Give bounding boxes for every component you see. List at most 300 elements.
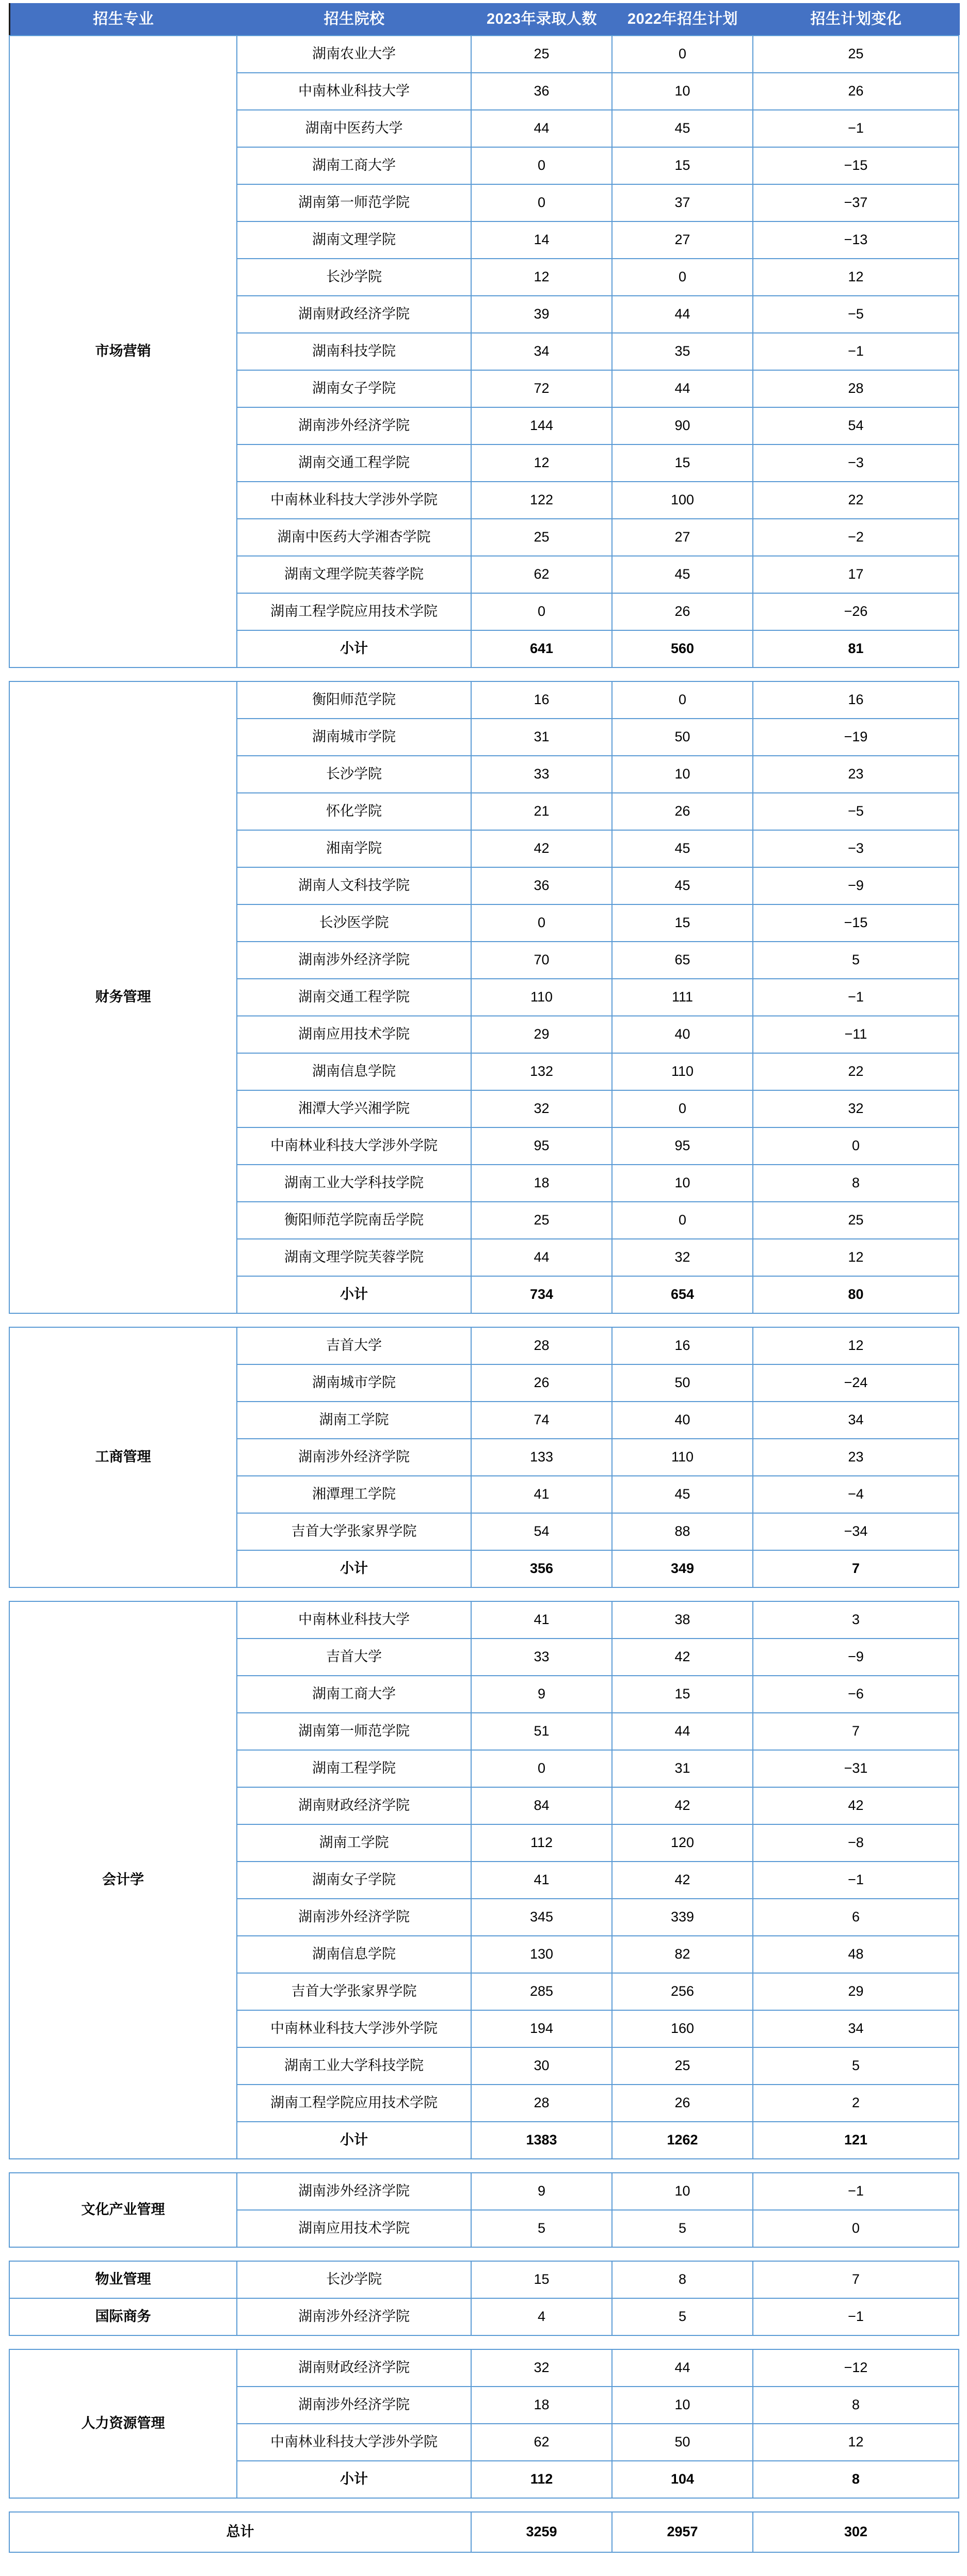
value-2022-cell: 44 xyxy=(612,1713,753,1750)
value-delta-cell: 34 xyxy=(753,2010,959,2047)
value-delta-cell: 54 xyxy=(753,407,959,444)
block-spacer xyxy=(9,2159,958,2172)
value-2023-cell: 21 xyxy=(471,793,612,830)
school-name-cell: 长沙学院 xyxy=(237,259,471,296)
value-delta-cell: 5 xyxy=(753,2047,959,2085)
value-delta-cell: 17 xyxy=(753,556,959,593)
value-2022-cell: 35 xyxy=(612,333,753,370)
school-name-cell: 长沙医学院 xyxy=(237,904,471,942)
school-name-cell: 湖南涉外经济学院 xyxy=(237,942,471,979)
value-delta-cell: 12 xyxy=(753,2424,959,2461)
school-name-cell: 湖南财政经济学院 xyxy=(237,296,471,333)
value-2023-cell: 29 xyxy=(471,1016,612,1053)
table-row xyxy=(9,2298,959,2335)
value-2022-cell: 10 xyxy=(612,2387,753,2424)
value-2023-cell: 14 xyxy=(471,221,612,259)
school-name-cell: 湖南应用技术学院 xyxy=(237,2210,471,2247)
subtotal-label: 小计 xyxy=(237,1276,471,1313)
header-row xyxy=(10,4,959,35)
block-spacer xyxy=(9,2499,958,2511)
value-2023-cell: 12 xyxy=(471,444,612,482)
value-2023-cell: 70 xyxy=(471,942,612,979)
value-2022-cell: 160 xyxy=(612,2010,753,2047)
value-2022-cell: 15 xyxy=(612,147,753,184)
value-delta-cell: 32 xyxy=(753,1090,959,1127)
block-spacer xyxy=(9,2336,958,2349)
value-2022-cell: 82 xyxy=(612,1936,753,1973)
column-header-delta[interactable]: 招生计划变化 xyxy=(753,4,959,35)
value-delta-cell: 2 xyxy=(753,2085,959,2122)
value-2023-cell: 42 xyxy=(471,830,612,867)
school-name-cell: 湖南工学院 xyxy=(237,1402,471,1439)
value-2023-cell: 194 xyxy=(471,2010,612,2047)
subtotal-2023: 1383 xyxy=(471,2122,612,2159)
value-delta-cell: −1 xyxy=(753,1862,959,1899)
school-name-cell: 湖南文理学院芙蓉学院 xyxy=(237,556,471,593)
school-name-cell: 湖南女子学院 xyxy=(237,1862,471,1899)
value-2022-cell: 27 xyxy=(612,221,753,259)
school-name-cell: 中南林业科技大学涉外学院 xyxy=(237,2424,471,2461)
value-delta-cell: 22 xyxy=(753,1053,959,1090)
subtotal-2023: 734 xyxy=(471,1276,612,1313)
value-delta-cell: 42 xyxy=(753,1787,959,1824)
school-name-cell: 湖南第一师范学院 xyxy=(237,184,471,221)
table-row xyxy=(9,2349,959,2387)
value-2022-cell: 0 xyxy=(612,1090,753,1127)
value-delta-cell: −1 xyxy=(753,333,959,370)
subtotal-delta: 80 xyxy=(753,1276,959,1313)
value-delta-cell: −5 xyxy=(753,793,959,830)
school-name-cell: 中南林业科技大学涉外学院 xyxy=(237,1127,471,1165)
grand-total-label: 总计 xyxy=(9,2512,471,2552)
school-name-cell: 湖南涉外经济学院 xyxy=(237,2173,471,2210)
value-2023-cell: 44 xyxy=(471,1239,612,1276)
value-2023-cell: 62 xyxy=(471,2424,612,2461)
value-2023-cell: 26 xyxy=(471,1364,612,1402)
grand-total-row xyxy=(9,2512,959,2552)
school-name-cell: 湖南信息学院 xyxy=(237,1936,471,1973)
value-2022-cell: 15 xyxy=(612,904,753,942)
value-delta-cell: −11 xyxy=(753,1016,959,1053)
school-name-cell: 湖南工学院 xyxy=(237,1824,471,1862)
school-name-cell: 湘南学院 xyxy=(237,830,471,867)
block-spacer xyxy=(9,1588,958,1601)
value-2022-cell: 45 xyxy=(612,1476,753,1513)
subtotal-2022: 104 xyxy=(612,2461,753,2498)
value-2023-cell: 0 xyxy=(471,147,612,184)
value-2022-cell: 10 xyxy=(612,1165,753,1202)
value-2022-cell: 111 xyxy=(612,979,753,1016)
value-2022-cell: 0 xyxy=(612,1202,753,1239)
value-2023-cell: 39 xyxy=(471,296,612,333)
value-delta-cell: 6 xyxy=(753,1899,959,1936)
value-delta-cell: −15 xyxy=(753,147,959,184)
value-2022-cell: 32 xyxy=(612,1239,753,1276)
value-2022-cell: 42 xyxy=(612,1639,753,1676)
value-2022-cell: 339 xyxy=(612,1899,753,1936)
value-2022-cell: 110 xyxy=(612,1053,753,1090)
value-2023-cell: 122 xyxy=(471,482,612,519)
school-name-cell: 湖南工程学院 xyxy=(237,1750,471,1787)
value-2023-cell: 9 xyxy=(471,1676,612,1713)
value-2022-cell: 45 xyxy=(612,556,753,593)
value-2023-cell: 28 xyxy=(471,2085,612,2122)
value-delta-cell: 48 xyxy=(753,1936,959,1973)
value-delta-cell: −12 xyxy=(753,2349,959,2387)
school-name-cell: 长沙学院 xyxy=(237,2261,471,2298)
value-delta-cell: −8 xyxy=(753,1824,959,1862)
value-2023-cell: 15 xyxy=(471,2261,612,2298)
value-2023-cell: 18 xyxy=(471,2387,612,2424)
value-2022-cell: 45 xyxy=(612,867,753,904)
subtotal-2022: 560 xyxy=(612,630,753,667)
value-2023-cell: 30 xyxy=(471,2047,612,2085)
major-name-cell: 市场营销 xyxy=(9,36,237,667)
school-name-cell: 湖南涉外经济学院 xyxy=(237,407,471,444)
value-2023-cell: 18 xyxy=(471,1165,612,1202)
value-2022-cell: 50 xyxy=(612,2424,753,2461)
school-name-cell: 吉首大学 xyxy=(237,1639,471,1676)
value-2022-cell: 0 xyxy=(612,259,753,296)
subtotal-label: 小计 xyxy=(237,2461,471,2498)
value-2022-cell: 44 xyxy=(612,2349,753,2387)
table-row xyxy=(9,1601,959,1639)
value-2023-cell: 36 xyxy=(471,73,612,110)
school-name-cell: 湖南财政经济学院 xyxy=(237,2349,471,2387)
value-2023-cell: 62 xyxy=(471,556,612,593)
school-name-cell: 湖南涉外经济学院 xyxy=(237,1899,471,1936)
value-2023-cell: 9 xyxy=(471,2173,612,2210)
value-2023-cell: 4 xyxy=(471,2298,612,2335)
value-2023-cell: 95 xyxy=(471,1127,612,1165)
school-name-cell: 湖南交通工程学院 xyxy=(237,444,471,482)
subtotal-delta: 81 xyxy=(753,630,959,667)
value-2022-cell: 37 xyxy=(612,184,753,221)
school-name-cell: 中南林业科技大学涉外学院 xyxy=(237,2010,471,2047)
block-spacer xyxy=(9,1314,958,1327)
value-delta-cell: 8 xyxy=(753,1165,959,1202)
grand-total-2022: 2957 xyxy=(612,2512,753,2552)
value-2022-cell: 110 xyxy=(612,1439,753,1476)
value-2023-cell: 32 xyxy=(471,1090,612,1127)
table-row xyxy=(9,2261,959,2298)
table-row xyxy=(9,2173,959,2210)
value-2023-cell: 54 xyxy=(471,1513,612,1550)
value-delta-cell: 12 xyxy=(753,1239,959,1276)
value-2023-cell: 32 xyxy=(471,2349,612,2387)
table-row xyxy=(9,681,959,719)
school-name-cell: 湖南城市学院 xyxy=(237,719,471,756)
value-2023-cell: 51 xyxy=(471,1713,612,1750)
major-name-cell: 财务管理 xyxy=(9,681,237,1313)
school-name-cell: 湖南工业大学科技学院 xyxy=(237,1165,471,1202)
value-2023-cell: 74 xyxy=(471,1402,612,1439)
value-2023-cell: 34 xyxy=(471,333,612,370)
value-2023-cell: 16 xyxy=(471,681,612,719)
value-2023-cell: 44 xyxy=(471,110,612,147)
value-2023-cell: 36 xyxy=(471,867,612,904)
value-2022-cell: 16 xyxy=(612,1327,753,1364)
major-name-cell: 文化产业管理 xyxy=(9,2173,237,2247)
school-name-cell: 湖南农业大学 xyxy=(237,36,471,73)
value-2023-cell: 72 xyxy=(471,370,612,407)
column-header-major[interactable]: 招生专业 xyxy=(10,4,237,35)
table-body-blocks xyxy=(9,35,958,2499)
value-delta-cell: −1 xyxy=(753,2298,959,2335)
value-delta-cell: −3 xyxy=(753,444,959,482)
school-name-cell: 湖南文理学院芙蓉学院 xyxy=(237,1239,471,1276)
value-delta-cell: 0 xyxy=(753,2210,959,2247)
value-2023-cell: 0 xyxy=(471,904,612,942)
value-2022-cell: 5 xyxy=(612,2210,753,2247)
value-2023-cell: 130 xyxy=(471,1936,612,1973)
value-delta-cell: 25 xyxy=(753,1202,959,1239)
subtotal-2022: 349 xyxy=(612,1550,753,1587)
school-name-cell: 湖南工程学院应用技术学院 xyxy=(237,2085,471,2122)
school-name-cell: 湖南工商大学 xyxy=(237,147,471,184)
school-name-cell: 中南林业科技大学 xyxy=(237,73,471,110)
school-name-cell: 湖南女子学院 xyxy=(237,370,471,407)
value-2023-cell: 25 xyxy=(471,519,612,556)
value-2022-cell: 50 xyxy=(612,1364,753,1402)
subtotal-2023: 356 xyxy=(471,1550,612,1587)
major-block xyxy=(9,2261,959,2336)
value-2022-cell: 256 xyxy=(612,1973,753,2010)
value-2022-cell: 26 xyxy=(612,593,753,630)
value-2022-cell: 27 xyxy=(612,519,753,556)
major-name-cell: 物业管理 xyxy=(9,2261,237,2298)
value-delta-cell: 23 xyxy=(753,1439,959,1476)
value-2022-cell: 45 xyxy=(612,110,753,147)
school-name-cell: 湖南人文科技学院 xyxy=(237,867,471,904)
value-2022-cell: 40 xyxy=(612,1016,753,1053)
major-name-cell: 人力资源管理 xyxy=(9,2349,237,2498)
grand-total-table xyxy=(9,2511,959,2553)
value-2022-cell: 10 xyxy=(612,756,753,793)
value-2023-cell: 345 xyxy=(471,1899,612,1936)
column-header-2023[interactable]: 2023年录取人数 xyxy=(472,4,613,35)
value-delta-cell: −6 xyxy=(753,1676,959,1713)
block-spacer xyxy=(9,668,958,681)
value-2022-cell: 88 xyxy=(612,1513,753,1550)
school-name-cell: 湖南财政经济学院 xyxy=(237,1787,471,1824)
subtotal-2023: 641 xyxy=(471,630,612,667)
value-2023-cell: 0 xyxy=(471,184,612,221)
school-name-cell: 湖南涉外经济学院 xyxy=(237,2298,471,2335)
value-delta-cell: 23 xyxy=(753,756,959,793)
value-2022-cell: 0 xyxy=(612,681,753,719)
value-2022-cell: 44 xyxy=(612,370,753,407)
value-delta-cell: −9 xyxy=(753,867,959,904)
column-header-school[interactable]: 招生院校 xyxy=(237,4,472,35)
value-2023-cell: 41 xyxy=(471,1476,612,1513)
value-2022-cell: 10 xyxy=(612,73,753,110)
major-block xyxy=(9,35,959,668)
value-delta-cell: 3 xyxy=(753,1601,959,1639)
value-2023-cell: 12 xyxy=(471,259,612,296)
school-name-cell: 湖南科技学院 xyxy=(237,333,471,370)
value-2022-cell: 42 xyxy=(612,1787,753,1824)
value-2022-cell: 45 xyxy=(612,830,753,867)
value-2023-cell: 5 xyxy=(471,2210,612,2247)
table-header xyxy=(9,3,960,35)
school-name-cell: 湘潭大学兴湘学院 xyxy=(237,1090,471,1127)
value-2022-cell: 15 xyxy=(612,1676,753,1713)
value-2023-cell: 25 xyxy=(471,1202,612,1239)
school-name-cell: 中南林业科技大学 xyxy=(237,1601,471,1639)
value-delta-cell: −9 xyxy=(753,1639,959,1676)
school-name-cell: 湖南信息学院 xyxy=(237,1053,471,1090)
value-2023-cell: 31 xyxy=(471,719,612,756)
value-delta-cell: 25 xyxy=(753,36,959,73)
value-delta-cell: 7 xyxy=(753,2261,959,2298)
value-2022-cell: 100 xyxy=(612,482,753,519)
value-2022-cell: 5 xyxy=(612,2298,753,2335)
subtotal-2022: 1262 xyxy=(612,2122,753,2159)
value-delta-cell: −34 xyxy=(753,1513,959,1550)
value-delta-cell: 22 xyxy=(753,482,959,519)
major-block xyxy=(9,681,959,1314)
subtotal-label: 小计 xyxy=(237,630,471,667)
subtotal-delta: 121 xyxy=(753,2122,959,2159)
subtotal-2023: 112 xyxy=(471,2461,612,2498)
subtotal-2022: 654 xyxy=(612,1276,753,1313)
value-delta-cell: −1 xyxy=(753,2173,959,2210)
subtotal-label: 小计 xyxy=(237,1550,471,1587)
value-2023-cell: 285 xyxy=(471,1973,612,2010)
value-2022-cell: 31 xyxy=(612,1750,753,1787)
school-name-cell: 湖南工商大学 xyxy=(237,1676,471,1713)
value-2022-cell: 90 xyxy=(612,407,753,444)
school-name-cell: 长沙学院 xyxy=(237,756,471,793)
value-2022-cell: 44 xyxy=(612,296,753,333)
school-name-cell: 湖南城市学院 xyxy=(237,1364,471,1402)
value-2023-cell: 41 xyxy=(471,1601,612,1639)
value-2023-cell: 110 xyxy=(471,979,612,1016)
school-name-cell: 湖南工业大学科技学院 xyxy=(237,2047,471,2085)
value-2023-cell: 0 xyxy=(471,593,612,630)
major-name-cell: 国际商务 xyxy=(9,2298,237,2335)
value-delta-cell: −19 xyxy=(753,719,959,756)
value-delta-cell: −4 xyxy=(753,1476,959,1513)
school-name-cell: 湖南工程学院应用技术学院 xyxy=(237,593,471,630)
value-2022-cell: 42 xyxy=(612,1862,753,1899)
value-2022-cell: 8 xyxy=(612,2261,753,2298)
school-name-cell: 湖南第一师范学院 xyxy=(237,1713,471,1750)
value-2022-cell: 15 xyxy=(612,444,753,482)
value-delta-cell: −2 xyxy=(753,519,959,556)
major-name-cell: 工商管理 xyxy=(9,1327,237,1587)
value-delta-cell: 0 xyxy=(753,1127,959,1165)
school-name-cell: 湖南应用技术学院 xyxy=(237,1016,471,1053)
value-2022-cell: 26 xyxy=(612,2085,753,2122)
school-name-cell: 湖南涉外经济学院 xyxy=(237,1439,471,1476)
value-2022-cell: 10 xyxy=(612,2173,753,2210)
value-2023-cell: 28 xyxy=(471,1327,612,1364)
value-2023-cell: 84 xyxy=(471,1787,612,1824)
value-2023-cell: 133 xyxy=(471,1439,612,1476)
value-delta-cell: 12 xyxy=(753,1327,959,1364)
school-name-cell: 吉首大学张家界学院 xyxy=(237,1973,471,2010)
school-name-cell: 湖南文理学院 xyxy=(237,221,471,259)
subtotal-label: 小计 xyxy=(237,2122,471,2159)
value-2023-cell: 112 xyxy=(471,1824,612,1862)
school-name-cell: 湖南交通工程学院 xyxy=(237,979,471,1016)
value-2022-cell: 95 xyxy=(612,1127,753,1165)
value-delta-cell: −1 xyxy=(753,979,959,1016)
value-delta-cell: 12 xyxy=(753,259,959,296)
subtotal-delta: 7 xyxy=(753,1550,959,1587)
value-2023-cell: 33 xyxy=(471,1639,612,1676)
value-delta-cell: 16 xyxy=(753,681,959,719)
table-row xyxy=(9,36,959,73)
value-2023-cell: 33 xyxy=(471,756,612,793)
school-name-cell: 吉首大学 xyxy=(237,1327,471,1364)
value-delta-cell: −13 xyxy=(753,221,959,259)
school-name-cell: 湖南中医药大学 xyxy=(237,110,471,147)
school-name-cell: 湖南涉外经济学院 xyxy=(237,2387,471,2424)
major-block xyxy=(9,1601,959,2159)
value-delta-cell: −3 xyxy=(753,830,959,867)
value-2023-cell: 144 xyxy=(471,407,612,444)
value-delta-cell: −5 xyxy=(753,296,959,333)
school-name-cell: 衡阳师范学院 xyxy=(237,681,471,719)
value-2023-cell: 132 xyxy=(471,1053,612,1090)
value-delta-cell: 26 xyxy=(753,73,959,110)
major-block xyxy=(9,2172,959,2248)
school-name-cell: 湖南中医药大学湘杏学院 xyxy=(237,519,471,556)
value-delta-cell: 34 xyxy=(753,1402,959,1439)
value-delta-cell: 5 xyxy=(753,942,959,979)
value-2023-cell: 0 xyxy=(471,1750,612,1787)
block-spacer xyxy=(9,2248,958,2261)
value-2022-cell: 120 xyxy=(612,1824,753,1862)
value-2022-cell: 65 xyxy=(612,942,753,979)
grand-total-2023: 3259 xyxy=(471,2512,612,2552)
grand-total-delta: 302 xyxy=(753,2512,959,2552)
value-delta-cell: 8 xyxy=(753,2387,959,2424)
major-block xyxy=(9,2349,959,2499)
value-delta-cell: −31 xyxy=(753,1750,959,1787)
value-delta-cell: −24 xyxy=(753,1364,959,1402)
value-delta-cell: −1 xyxy=(753,110,959,147)
value-delta-cell: 7 xyxy=(753,1713,959,1750)
value-2022-cell: 38 xyxy=(612,1601,753,1639)
value-2022-cell: 26 xyxy=(612,793,753,830)
subtotal-delta: 8 xyxy=(753,2461,959,2498)
table-row xyxy=(9,1327,959,1364)
major-block xyxy=(9,1327,959,1588)
major-name-cell: 会计学 xyxy=(9,1601,237,2159)
value-delta-cell: −26 xyxy=(753,593,959,630)
value-2023-cell: 41 xyxy=(471,1862,612,1899)
value-2022-cell: 25 xyxy=(612,2047,753,2085)
value-2023-cell: 25 xyxy=(471,36,612,73)
value-delta-cell: 28 xyxy=(753,370,959,407)
column-header-2022[interactable]: 2022年招生计划 xyxy=(613,4,753,35)
school-name-cell: 衡阳师范学院南岳学院 xyxy=(237,1202,471,1239)
school-name-cell: 吉首大学张家界学院 xyxy=(237,1513,471,1550)
school-name-cell: 怀化学院 xyxy=(237,793,471,830)
value-delta-cell: 29 xyxy=(753,1973,959,2010)
value-delta-cell: −37 xyxy=(753,184,959,221)
value-2022-cell: 40 xyxy=(612,1402,753,1439)
school-name-cell: 中南林业科技大学涉外学院 xyxy=(237,482,471,519)
value-delta-cell: −15 xyxy=(753,904,959,942)
value-2022-cell: 50 xyxy=(612,719,753,756)
school-name-cell: 湘潭理工学院 xyxy=(237,1476,471,1513)
value-2022-cell: 0 xyxy=(612,36,753,73)
